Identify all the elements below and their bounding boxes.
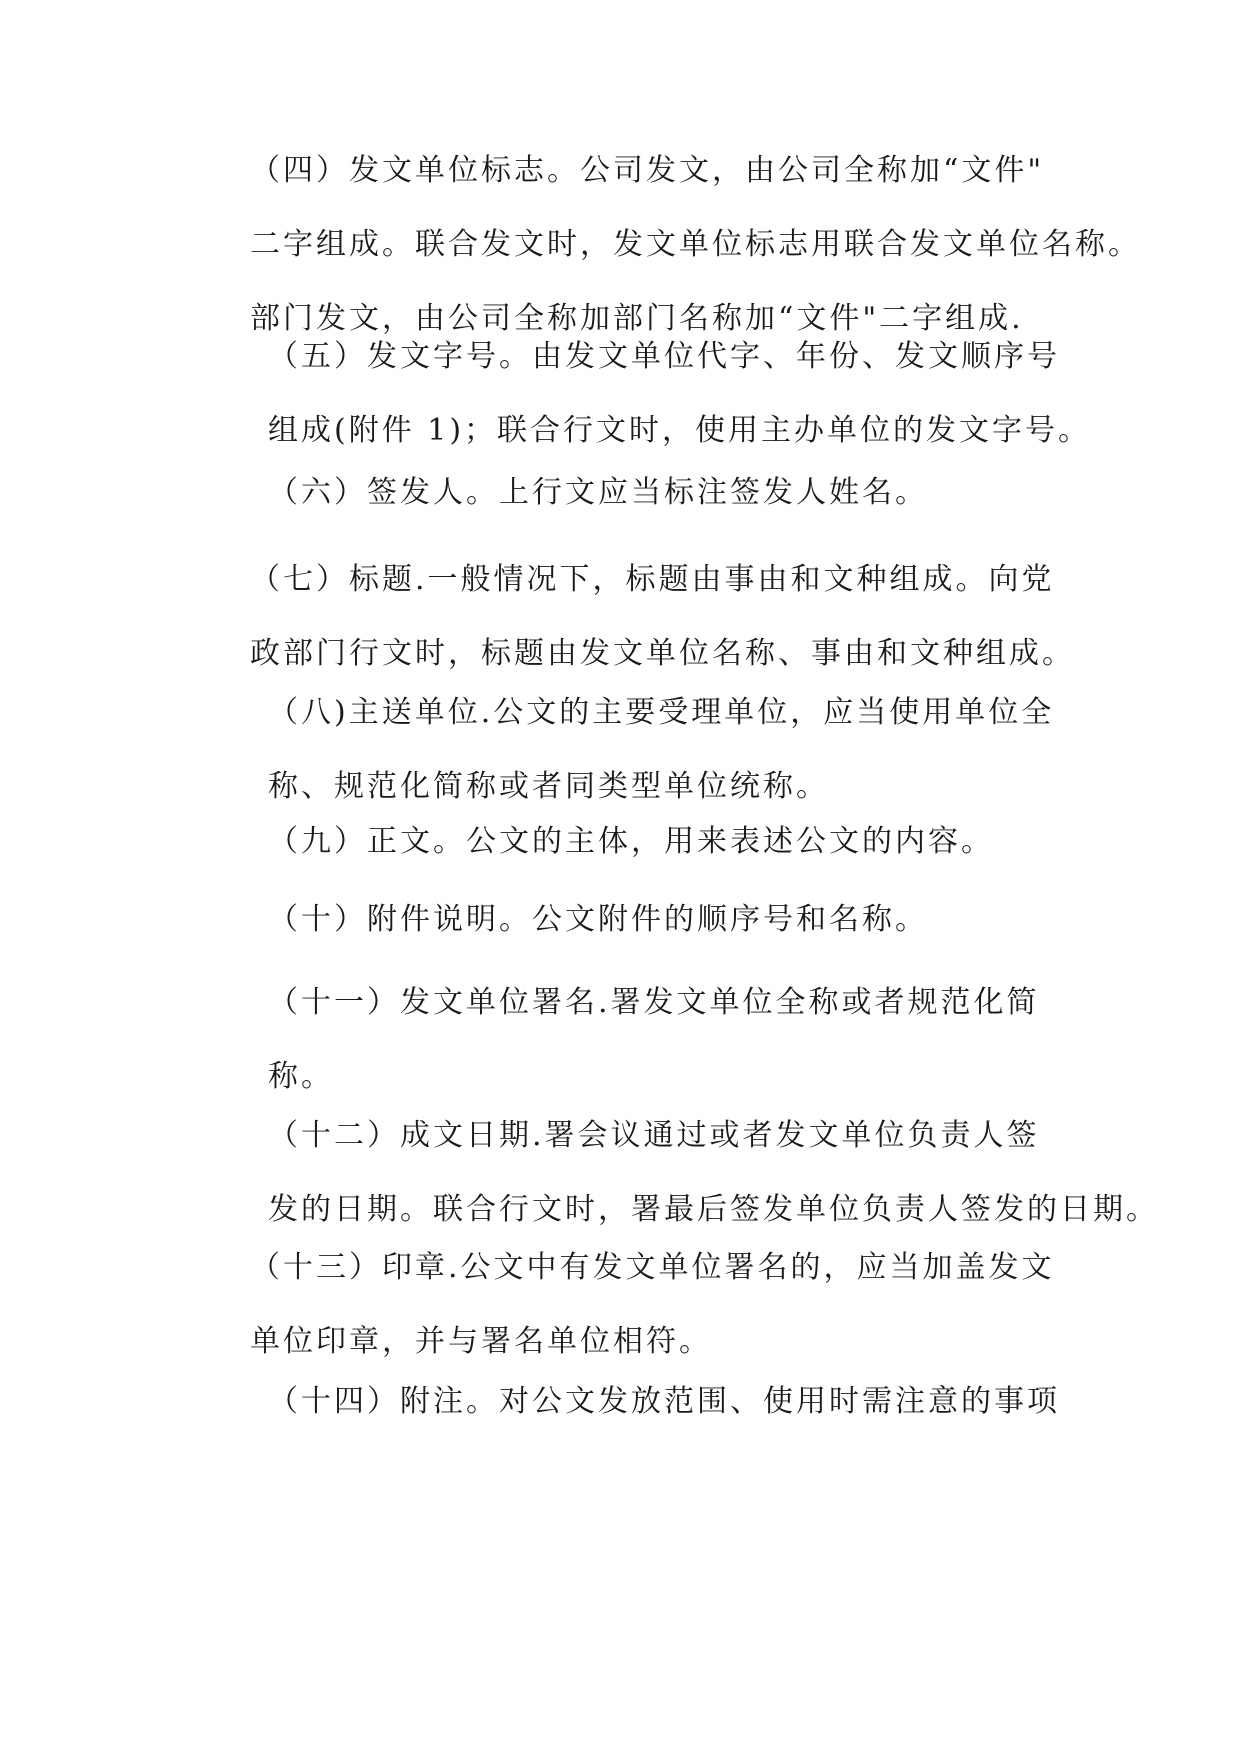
paragraph-document-number — [190, 320, 1092, 468]
text-line: （十四）附注。对公文发放范围、使用时需注意的事项 — [268, 1384, 1060, 1419]
text-line: 称、规范化简称或者同类型单位统称。 — [268, 769, 829, 804]
paragraph-attachment-note — [190, 883, 1050, 957]
paragraph-title — [190, 543, 1075, 691]
text-line: （八)主送单位.公文的主要受理单位，应当使用单位全 — [268, 695, 1055, 730]
text-line: 政部门行文时，标题由发文单位名称、事由和文种组成。 — [250, 636, 1075, 671]
text-line: （十）附件说明。公文附件的顺序号和名称。 — [268, 902, 928, 937]
paragraph-main-recipient — [190, 676, 1055, 824]
paragraph-annotation — [190, 1365, 1060, 1439]
paragraph-issue-date — [190, 1099, 1159, 1247]
text-line: （五）发文字号。由发文单位代字、年份、发文顺序号 — [268, 339, 1060, 374]
text-line: （七）标题.一般情况下，标题由事由和文种组成。向党 — [250, 562, 1055, 597]
text-line: （四）发文单位标志。公司发文，由公司全称加“文件" — [250, 153, 1045, 188]
text-line: 发的日期。联合行文时，署最后签发单位负责人签发的日期。 — [268, 1192, 1159, 1227]
text-line: （十二）成文日期.署会议通过或者发文单位负责人签 — [268, 1118, 1040, 1153]
text-line: （十一）发文单位署名.署发文单位全称或者规范化简 — [268, 985, 1040, 1020]
text-line: （九）正文。公文的主体，用来表述公文的内容。 — [268, 824, 994, 859]
paragraph-issuer-signature — [190, 966, 1050, 1114]
paragraph-body-text — [190, 805, 1050, 879]
text-line: 二字组成。联合发文时，发文单位标志用联合发文单位名称。 — [250, 227, 1141, 262]
text-line: （六）签发人。上行文应当标注签发人姓名。 — [268, 475, 928, 510]
text-line: （十三）印章.公文中有发文单位署名的，应当加盖发文 — [250, 1250, 1055, 1285]
text-line: 组成(附件 1)；联合行文时，使用主办单位的发文字号。 — [268, 413, 1092, 448]
text-line: 部门发文，由公司全称加部门名称加“文件"二字组成. — [250, 301, 1024, 336]
text-line: 单位印章，并与署名单位相符。 — [250, 1324, 712, 1359]
text-line: 称。 — [268, 1059, 334, 1094]
paragraph-signer — [190, 456, 1050, 530]
paragraph-seal — [190, 1231, 1055, 1379]
